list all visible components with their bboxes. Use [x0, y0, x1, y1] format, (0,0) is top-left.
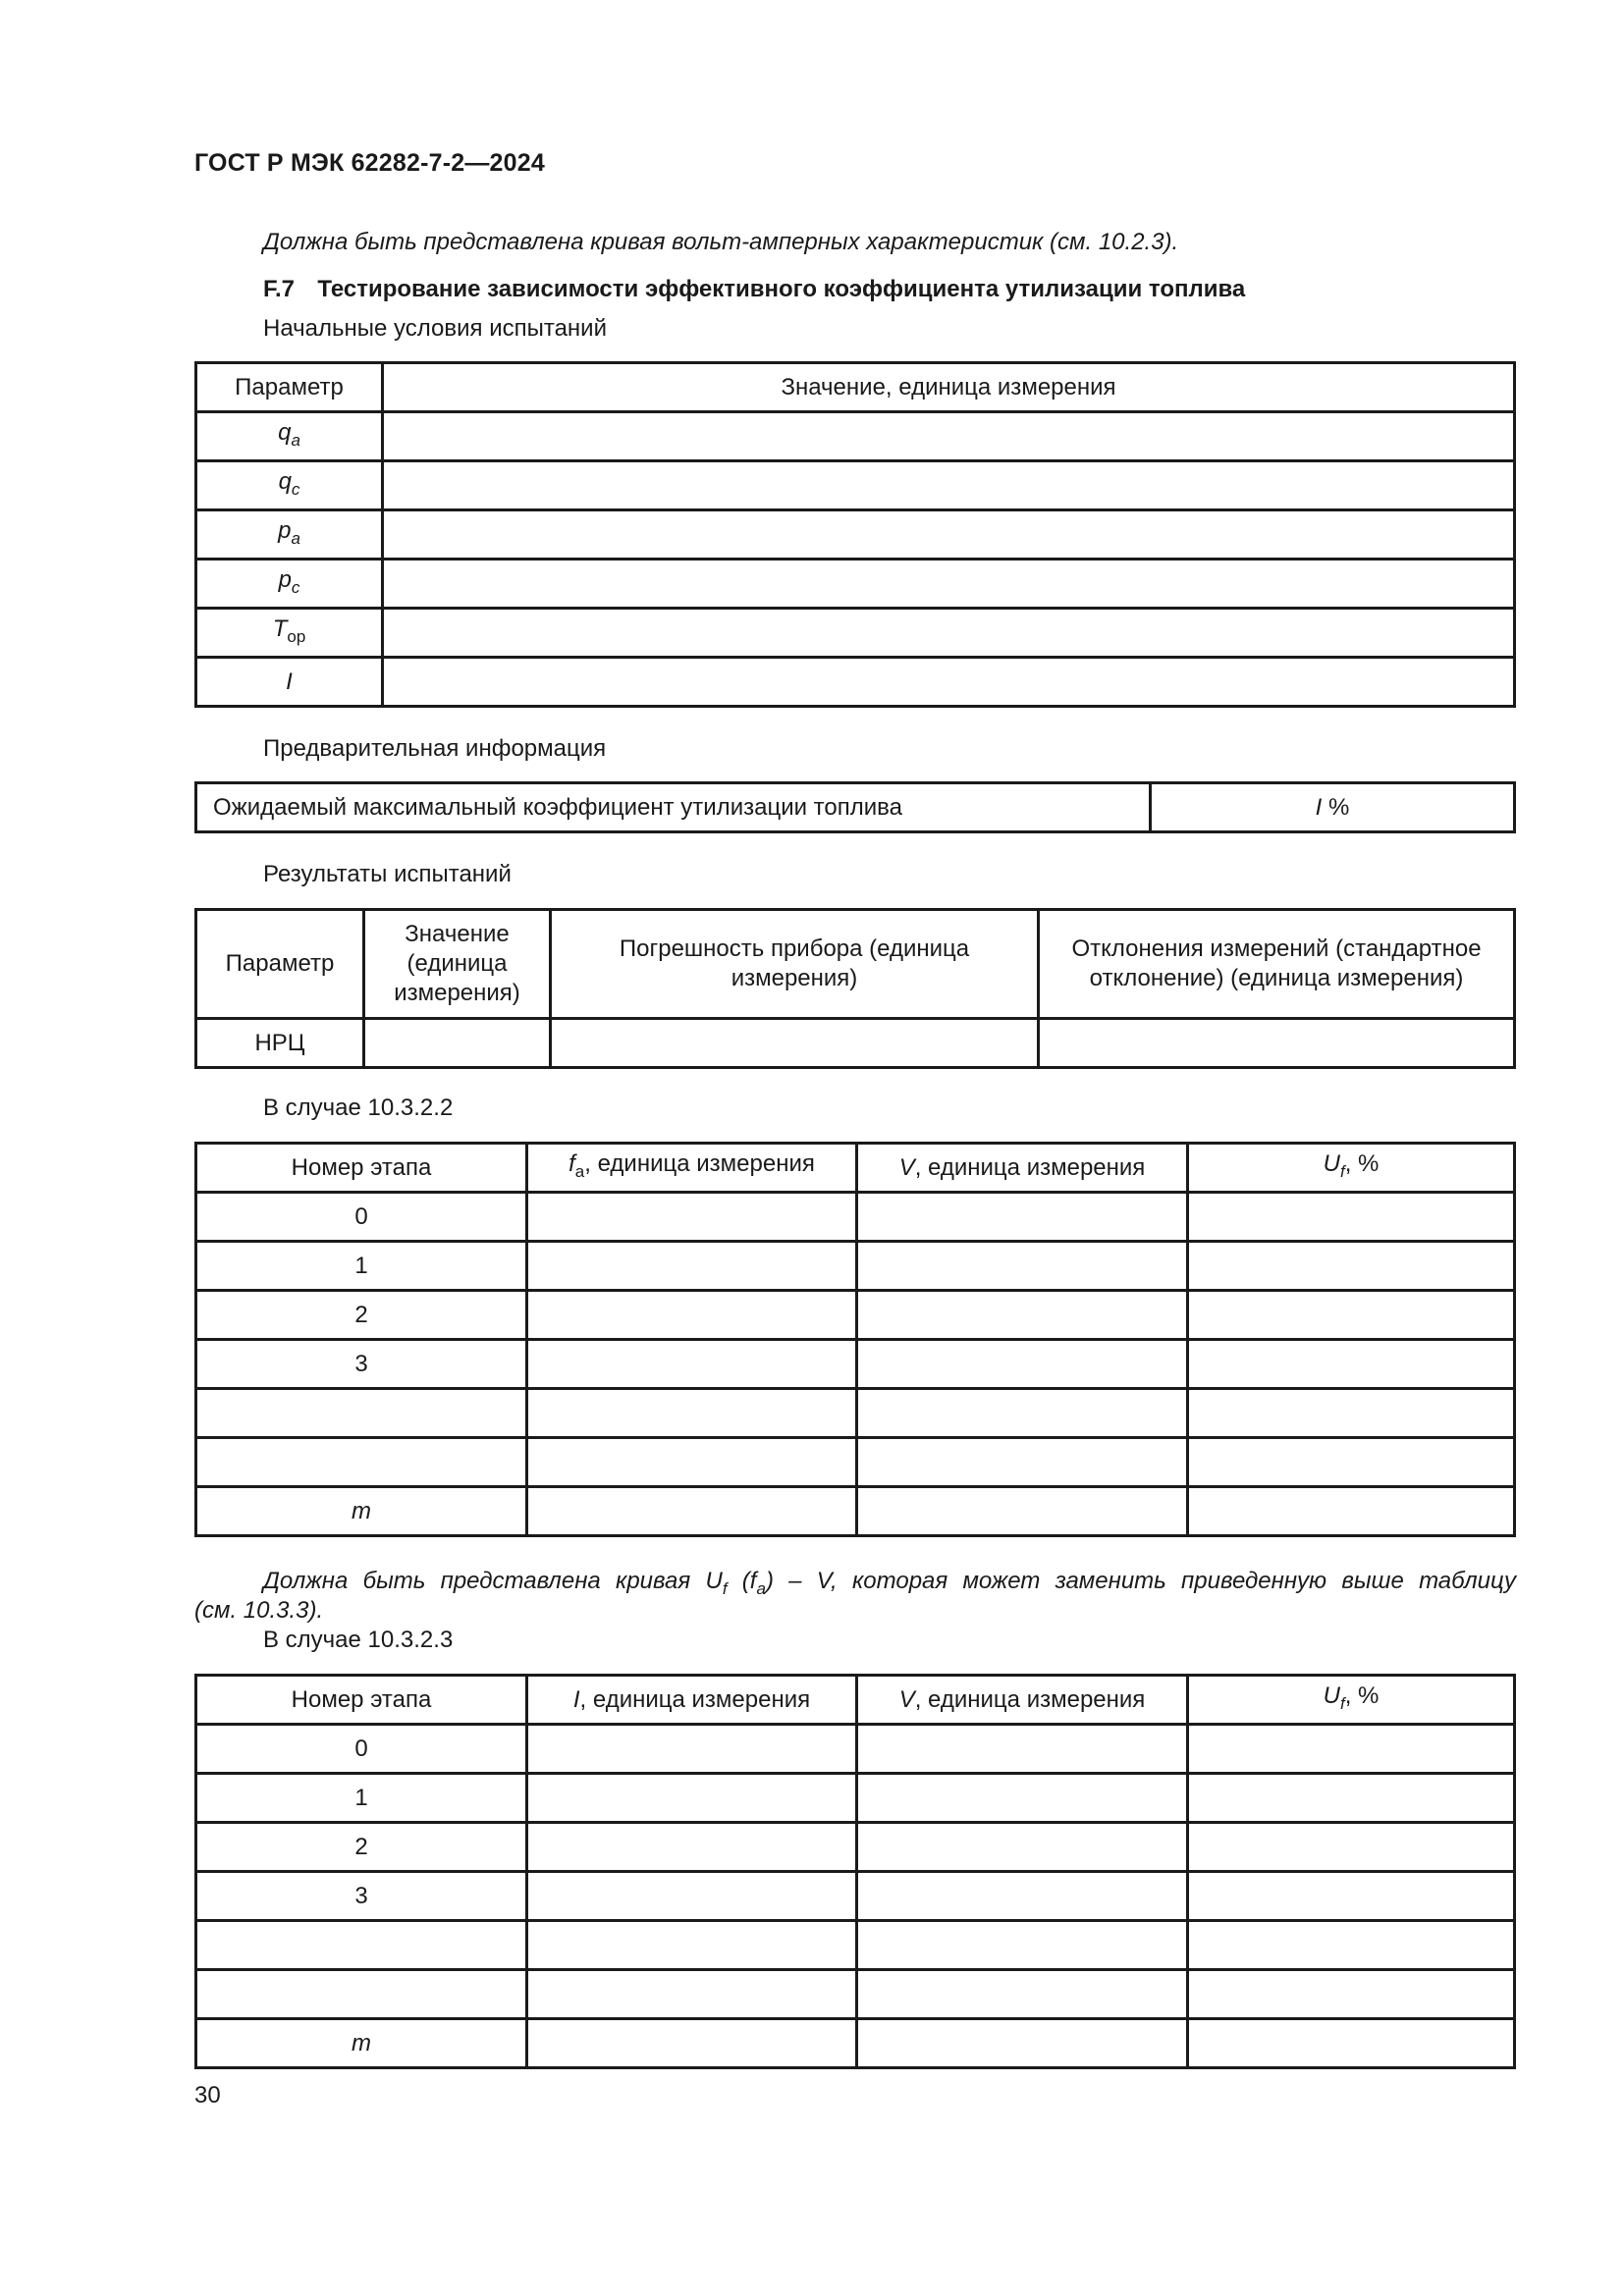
curve-note-line-1 — [263, 1567, 1516, 1604]
initial-conditions-caption: Начальные условия испытаний — [263, 315, 607, 342]
parameter-cell — [196, 609, 383, 658]
value-cell[interactable] — [1188, 1389, 1515, 1438]
table-row — [196, 510, 1515, 560]
section-number: F.7 — [263, 276, 296, 302]
initial-conditions-table — [194, 361, 1516, 708]
case-1-table — [194, 1142, 1516, 1537]
case-1-caption: В случае 10.3.2.2 — [263, 1095, 454, 1121]
parameter-cell — [196, 510, 383, 560]
table-row — [196, 1970, 1515, 2019]
table-row — [196, 1291, 1515, 1340]
table-row — [196, 2019, 1515, 2068]
header-text: , % — [1344, 1682, 1380, 1709]
table-row — [196, 412, 1515, 461]
value-cell[interactable] — [383, 658, 1515, 707]
value-cell[interactable] — [1188, 1921, 1515, 1970]
value-cell[interactable] — [383, 609, 1515, 658]
row-label: НРЦ — [196, 1019, 364, 1068]
preliminary-label: Ожидаемый максимальный коэффициент утилизации топлива — [196, 783, 1151, 832]
table-row — [196, 1019, 1515, 1068]
header-symbol: U — [1323, 1682, 1340, 1709]
value-cell[interactable] — [857, 1774, 1188, 1823]
case-2-table — [194, 1674, 1516, 2069]
step-number — [196, 1438, 527, 1487]
column-header-parameter: Параметр — [196, 910, 364, 1019]
note-symbol: U — [705, 1568, 723, 1594]
table-row — [196, 560, 1515, 609]
results-caption: Результаты испытаний — [263, 861, 512, 887]
value-cell[interactable] — [1188, 1872, 1515, 1921]
step-number: 1 — [196, 1242, 527, 1291]
header-text: , единица измерения — [584, 1149, 815, 1177]
table-row — [196, 609, 1515, 658]
column-header-voltage — [857, 1676, 1188, 1725]
header-symbol: I — [572, 1685, 580, 1713]
value-cell[interactable] — [1188, 1774, 1515, 1823]
value-cell[interactable] — [857, 2019, 1188, 2068]
parameter-subscript: op — [287, 626, 306, 646]
note-text: Должна быть представлена кривая — [263, 1568, 706, 1594]
column-header-parameter: Параметр — [196, 363, 383, 412]
value-cell[interactable] — [857, 1389, 1188, 1438]
table-row — [196, 783, 1515, 832]
value-cell[interactable] — [1188, 1823, 1515, 1872]
value-cell[interactable] — [383, 461, 1515, 510]
value-cell[interactable] — [857, 1970, 1188, 2019]
value-cell[interactable] — [527, 1438, 857, 1487]
value-cell[interactable] — [857, 1921, 1188, 1970]
value-cell[interactable] — [857, 1242, 1188, 1291]
header-line: измерения) — [394, 980, 520, 1006]
value-cell[interactable] — [1188, 1970, 1515, 2019]
value-cell[interactable] — [527, 1291, 857, 1340]
step-number: m — [196, 2019, 527, 2068]
table-row — [196, 1193, 1515, 1242]
step-number: 3 — [196, 1872, 527, 1921]
value-cell[interactable] — [527, 1970, 857, 2019]
page-number: 30 — [194, 2082, 221, 2109]
value-cell[interactable] — [1039, 1019, 1515, 1068]
step-number — [196, 1389, 527, 1438]
value-cell[interactable] — [527, 1340, 857, 1389]
value-cell[interactable] — [1188, 1487, 1515, 1536]
table-header-row — [196, 910, 1515, 1019]
table-header-row — [196, 363, 1515, 412]
column-header-uf — [1188, 1144, 1515, 1193]
results-table — [194, 908, 1516, 1069]
step-number: 3 — [196, 1340, 527, 1389]
value-cell[interactable] — [551, 1019, 1039, 1068]
table-row — [196, 1340, 1515, 1389]
parameter-symbol: q — [278, 467, 292, 495]
parameter-cell — [196, 658, 383, 707]
value-cell[interactable] — [857, 1487, 1188, 1536]
header-line: (единица — [406, 950, 508, 977]
note-text: ( — [727, 1568, 750, 1594]
value-cell[interactable] — [857, 1872, 1188, 1921]
column-header-deviation — [1039, 910, 1515, 1019]
value-cell[interactable] — [1188, 1725, 1515, 1774]
step-number: 0 — [196, 1725, 527, 1774]
value-cell[interactable] — [527, 1242, 857, 1291]
parameter-symbol: I — [286, 667, 293, 695]
note-subscript: a — [756, 1579, 766, 1598]
column-header-voltage — [857, 1144, 1188, 1193]
value-cell[interactable] — [527, 1872, 857, 1921]
curve-note-line-2: (см. 10.3.3). — [194, 1597, 324, 1624]
header-line: измерения) — [731, 965, 858, 991]
step-number: m — [196, 1487, 527, 1536]
value-cell[interactable] — [527, 2019, 857, 2068]
note-symbol: f — [749, 1568, 757, 1594]
value-cell[interactable] — [857, 1438, 1188, 1487]
parameter-subscript: a — [291, 528, 300, 548]
table-row — [196, 1242, 1515, 1291]
value-cell[interactable] — [857, 1340, 1188, 1389]
note-subscript: f — [722, 1579, 728, 1598]
value-cell[interactable] — [527, 1487, 857, 1536]
value-cell[interactable] — [1188, 1242, 1515, 1291]
parameter-symbol: p — [278, 516, 292, 544]
parameter-cell — [196, 560, 383, 609]
value-cell[interactable] — [1188, 1340, 1515, 1389]
step-number: 2 — [196, 1823, 527, 1872]
header-line: Отклонения измерений (стандартное — [1071, 935, 1482, 962]
header-line: отклонение) (единица измерения) — [1089, 965, 1464, 991]
header-subscript: a — [574, 1161, 585, 1181]
parameter-symbol: q — [278, 418, 292, 446]
value-cell[interactable] — [364, 1019, 551, 1068]
header-subscript: f — [1339, 1161, 1345, 1181]
header-symbol: U — [1323, 1149, 1340, 1177]
table-header-row — [196, 1144, 1515, 1193]
table-row — [196, 1389, 1515, 1438]
header-symbol: V — [898, 1153, 915, 1181]
value-cell[interactable] — [383, 560, 1515, 609]
value-cell[interactable] — [383, 412, 1515, 461]
step-number: 1 — [196, 1774, 527, 1823]
parameter-cell — [196, 412, 383, 461]
step-number: 2 — [196, 1291, 527, 1340]
value-cell[interactable] — [857, 1823, 1188, 1872]
value-cell[interactable] — [527, 1389, 857, 1438]
step-number — [196, 1921, 527, 1970]
value-cell[interactable] — [527, 1725, 857, 1774]
table-row — [196, 461, 1515, 510]
column-header-current — [527, 1676, 857, 1725]
header-text: , единица измерения — [914, 1153, 1146, 1181]
column-header-uf — [1188, 1676, 1515, 1725]
intro-note: Должна быть представлена кривая вольт-амперных характеристик (см. 10.2.3). — [263, 229, 1179, 255]
preliminary-unit-cell[interactable] — [1151, 783, 1515, 832]
header-symbol: V — [898, 1685, 915, 1713]
parameter-subscript: a — [291, 430, 300, 450]
parameter-cell — [196, 461, 383, 510]
case-2-caption: В случае 10.3.2.3 — [263, 1627, 454, 1653]
value-cell[interactable] — [527, 1921, 857, 1970]
column-header-value — [364, 910, 551, 1019]
column-header-step: Номер этапа — [196, 1144, 527, 1193]
value-cell[interactable] — [1188, 2019, 1515, 2068]
value-cell[interactable] — [527, 1774, 857, 1823]
table-row — [196, 658, 1515, 707]
table-row — [196, 1872, 1515, 1921]
header-symbol: f — [568, 1149, 575, 1177]
value-cell[interactable] — [527, 1193, 857, 1242]
unit-symbol: I — [1315, 793, 1323, 821]
preliminary-table — [194, 781, 1516, 833]
preliminary-caption: Предварительная информация — [263, 735, 607, 762]
note-text: ) – V, которая может заменить приведенную выше таблицу — [765, 1568, 1516, 1594]
parameter-subscript: c — [291, 577, 300, 597]
value-cell[interactable] — [857, 1193, 1188, 1242]
table-row — [196, 1823, 1515, 1872]
parameter-symbol: p — [278, 565, 292, 593]
table-row — [196, 1725, 1515, 1774]
header-text: , единица измерения — [914, 1685, 1146, 1713]
header-line: Погрешность прибора (единица — [619, 935, 970, 962]
table-row — [196, 1487, 1515, 1536]
unit-text: % — [1322, 793, 1350, 821]
table-header-row — [196, 1676, 1515, 1725]
value-cell[interactable] — [1188, 1438, 1515, 1487]
step-number — [196, 1970, 527, 2019]
value-cell[interactable] — [383, 510, 1515, 560]
header-text: , % — [1344, 1149, 1380, 1177]
value-cell[interactable] — [527, 1823, 857, 1872]
column-header-step: Номер этапа — [196, 1676, 527, 1725]
table-row — [196, 1774, 1515, 1823]
column-header-value: Значение, единица измерения — [383, 363, 1515, 412]
table-row — [196, 1438, 1515, 1487]
value-cell[interactable] — [1188, 1291, 1515, 1340]
step-number: 0 — [196, 1193, 527, 1242]
parameter-symbol: T — [272, 614, 288, 642]
value-cell[interactable] — [857, 1291, 1188, 1340]
value-cell[interactable] — [857, 1725, 1188, 1774]
column-header-instrument-error — [551, 910, 1039, 1019]
table-row — [196, 1921, 1515, 1970]
section-title: Тестирование зависимости эффективного коэффициента утилизации топлива — [317, 276, 1246, 302]
document-code: ГОСТ Р МЭК 62282-7-2—2024 — [194, 149, 545, 177]
column-header-fa — [527, 1144, 857, 1193]
header-text: , единица измерения — [579, 1685, 811, 1713]
header-subscript: f — [1339, 1693, 1345, 1713]
value-cell[interactable] — [1188, 1193, 1515, 1242]
header-line: Значение — [405, 921, 510, 947]
section-heading — [263, 275, 1245, 304]
parameter-subscript: c — [291, 479, 300, 499]
